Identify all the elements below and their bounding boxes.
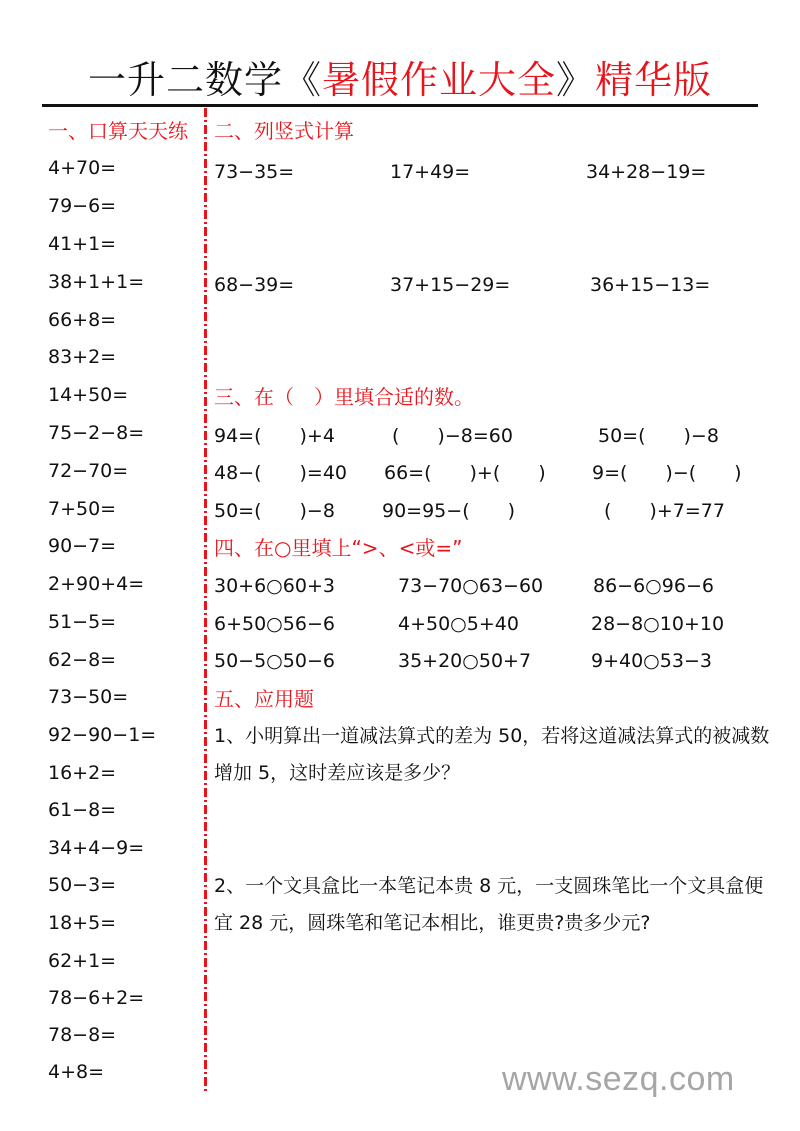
mental-math-item: 83+2= (48, 346, 117, 368)
mental-math-item: 62−8= (48, 649, 117, 671)
fill-blank-item: 48−( )=40 (214, 462, 348, 484)
vertical-calc-item: 17+49= (390, 161, 471, 183)
compare-item: 6+50○56−6 (214, 613, 335, 635)
mental-math-item: 2+90+4= (48, 573, 145, 595)
fill-blank-item: 94=( )+4 (214, 425, 335, 447)
mental-math-item: 72−70= (48, 460, 129, 482)
mental-math-item: 50−3= (48, 874, 117, 896)
mental-math-item: 41+1= (48, 233, 117, 255)
fill-blank-item: 50=( )−8 (214, 500, 335, 522)
compare-item: 28−8○10+10 (591, 613, 725, 635)
mental-math-item: 18+5= (48, 912, 117, 934)
mental-math-item: 14+50= (48, 384, 129, 406)
vertical-calc-item: 68−39= (214, 274, 295, 296)
mental-math-item: 4+70= (48, 157, 117, 179)
vertical-calc-item: 37+15−29= (390, 274, 511, 296)
word-problem-2: 2、一个文具盒比一本笔记本贵 8 元，一支圆珠笔比一个文具盒便宜 28 元，圆珠笔和笔记本相比，谁更贵?贵多少元? (214, 875, 764, 934)
title-highlight: 暑假作业大全 (321, 58, 556, 102)
compare-item: 9+40○53−3 (591, 650, 712, 672)
mental-math-item: 75−2−8= (48, 422, 145, 444)
mental-math-item: 78−6+2= (48, 987, 145, 1009)
fill-blank-item: 66=( )+( ) (384, 462, 546, 484)
column-divider (204, 108, 207, 1092)
fill-blank-item: 90=95−( ) (382, 500, 516, 522)
page-title (0, 56, 800, 104)
compare-item: 4+50○5+40 (398, 613, 519, 635)
section-3-title: 三、在（ ）里填合适的数。 (214, 385, 474, 409)
title-suffix: 精华版 (595, 58, 713, 102)
fill-blank-item: 50=( )−8 (598, 425, 719, 447)
section-2-title: 二、列竖式计算 (214, 119, 354, 143)
compare-item: 30+6○60+3 (214, 575, 335, 597)
mental-math-item: 92−90−1= (48, 724, 157, 746)
fill-blank-item: 9=( )−( ) (592, 462, 742, 484)
mental-math-item: 73−50= (48, 686, 129, 708)
mental-math-item: 38+1+1= (48, 271, 145, 293)
word-problem-1: 1、小明算出一道减法算式的差为 50，若将这道减法算式的被减数增加 5，这时差应该是多少？ (214, 725, 770, 784)
vertical-calc-item: 36+15−13= (590, 274, 711, 296)
vertical-calc-item: 34+28−19= (586, 161, 707, 183)
vertical-calc-item: 73−35= (214, 161, 295, 183)
mental-math-item: 79−6= (48, 195, 117, 217)
mental-math-item: 62+1= (48, 950, 117, 972)
section-1-title: 一、口算天天练 (48, 119, 188, 143)
title-prefix: 一升二数学《 (87, 58, 322, 102)
fill-blank-item: ( )+7=77 (604, 500, 725, 522)
compare-item: 50−5○50−6 (214, 650, 335, 672)
watermark: www.sezq.com (502, 1060, 735, 1098)
compare-item: 86−6○96−6 (593, 575, 714, 597)
mental-math-item: 90−7= (48, 535, 117, 557)
header-divider (42, 104, 758, 107)
compare-item: 35+20○50+7 (398, 650, 532, 672)
mental-math-item: 7+50= (48, 498, 117, 520)
mental-math-item: 66+8= (48, 309, 117, 331)
mental-math-item: 78−8= (48, 1024, 117, 1046)
title-bracket: 》 (556, 58, 596, 102)
mental-math-item: 4+8= (48, 1061, 105, 1083)
section-5-title: 五、应用题 (214, 687, 314, 711)
compare-item: 73−70○63−60 (398, 575, 544, 597)
mental-math-item: 34+4−9= (48, 837, 145, 859)
fill-blank-item: ( )−8=60 (392, 425, 513, 447)
mental-math-item: 16+2= (48, 762, 117, 784)
section-4-title: 四、在○里填上“>、<或=” (214, 536, 463, 560)
mental-math-item: 61−8= (48, 799, 117, 821)
mental-math-item: 51−5= (48, 611, 117, 633)
